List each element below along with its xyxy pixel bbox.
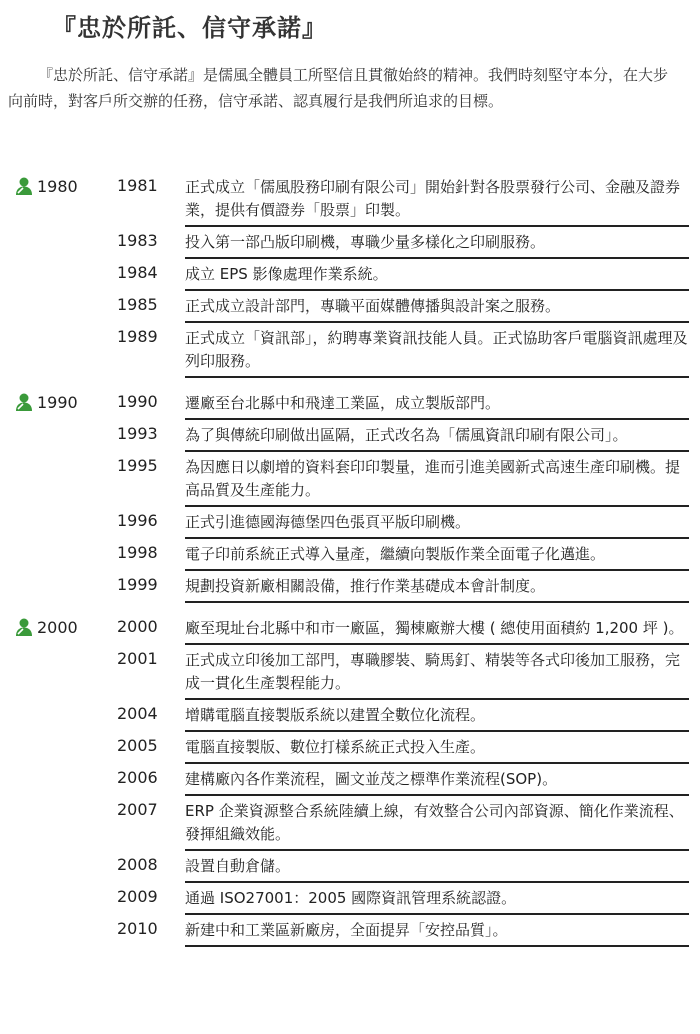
decade-spacer [0,378,700,388]
decade-label: 1990 [37,392,78,412]
timeline-entry [0,507,700,539]
entry-year: 1983 [117,231,158,250]
entry-year: 1985 [117,295,158,314]
entry-year: 2009 [117,887,158,906]
timeline-entry [0,645,700,700]
entry-year: 1981 [117,176,158,195]
timeline-entry [0,915,700,947]
page-title: 『忠於所託、信守承諾』 [52,14,327,42]
entry-description: 廠至現址台北縣中和市一廠區，獨棟廠辦大樓 ( 總使用面積約 1,200 坪 )。 [185,613,689,645]
timeline-entry [0,452,700,507]
timeline [0,172,700,947]
entry-description: 正式引進德國海德堡四色張頁平版印刷機。 [185,507,689,539]
entry-description: ERP 企業資源整合系統陸續上線，有效整合公司內部資源、簡化作業流程、發揮組織效能。 [185,796,689,851]
timeline-entry [0,227,700,259]
entry-year: 1984 [117,263,158,282]
timeline-entry [0,700,700,732]
timeline-entry [0,420,700,452]
intro-paragraph: 『忠於所託、信守承諾』是儒風全體員工所堅信且貫徹始終的精神。我們時刻堅守本分，在大步向前時，對客戶所交辦的任務，信守承諾、認真履行是我們所追求的目標。 [8,66,669,110]
entry-description: 投入第一部凸版印刷機，專職少量多樣化之印刷服務。 [185,227,689,259]
entry-description: 通過 ISO27001：2005 國際資訊管理系統認證。 [185,883,689,915]
entry-year: 2000 [117,617,158,636]
entry-description: 成立 EPS 影像處理作業系統。 [185,259,689,291]
decade-label: 2000 [37,617,78,637]
timeline-entry [0,883,700,915]
timeline-entry [0,291,700,323]
entry-year: 1989 [117,327,158,346]
entry-year: 2001 [117,649,158,668]
entry-description: 正式成立印後加工部門，專職膠裝、騎馬釘、精裝等各式印後加工服務，完成一貫化生產製程能力。 [185,645,689,700]
decade-spacer [0,603,700,613]
entry-year: 2004 [117,704,158,723]
entry-year: 2006 [117,768,158,787]
decade-label: 1980 [37,176,78,196]
entry-year: 1998 [117,543,158,562]
entry-description: 正式成立「資訊部」，約聘專業資訊技能人員。正式協助客戶電腦資訊處理及列印服務。 [185,323,689,378]
entry-description: 設置自動倉儲。 [185,851,689,883]
entry-description: 規劃投資新廠相關設備，推行作業基礎成本會計制度。 [185,571,689,603]
entry-description: 為了與傳統印刷做出區隔，正式改名為「儒風資訊印刷有限公司」。 [185,420,689,452]
entry-year: 1999 [117,575,158,594]
timeline-entry [0,796,700,851]
entry-year: 1996 [117,511,158,530]
timeline-entry [0,172,700,227]
entry-description: 正式成立「儒風股務印刷有限公司」開始針對各股票發行公司、金融及證券業，提供有價證券「股票」印製。 [185,172,689,227]
entry-year: 2008 [117,855,158,874]
entry-year: 2010 [117,919,158,938]
entry-description: 電腦直接製版、數位打樣系統正式投入生產。 [185,732,689,764]
timeline-entry [0,388,700,420]
entry-description: 正式成立設計部門，專職平面媒體傳播與設計案之服務。 [185,291,689,323]
entry-description: 電子印前系統正式導入量產，繼續向製版作業全面電子化邁進。 [185,539,689,571]
entry-year: 1993 [117,424,158,443]
entry-description: 為因應日以劇增的資料套印印製量，進而引進美國新式高速生產印刷機。提高品質及生產能力。 [185,452,689,507]
timeline-entry [0,539,700,571]
entry-description: 遷廠至台北縣中和飛達工業區，成立製版部門。 [185,388,689,420]
timeline-entry [0,323,700,378]
timeline-entry [0,571,700,603]
timeline-entry [0,732,700,764]
timeline-entry [0,851,700,883]
timeline-entry [0,613,700,645]
entry-year: 1990 [117,392,158,411]
entry-description: 新建中和工業區新廠房，全面提昇「安控品質」。 [185,915,689,947]
decade-2000 [0,613,700,947]
entry-year: 2005 [117,736,158,755]
entry-year: 1995 [117,456,158,475]
timeline-entry [0,764,700,796]
entry-year: 2007 [117,800,158,819]
entry-description: 增購電腦直接製版系統以建置全數位化流程。 [185,700,689,732]
entry-description: 建構廠內各作業流程，圖文並茂之標準作業流程(SOP)。 [185,764,689,796]
timeline-entry [0,259,700,291]
decade-1980 [0,172,700,378]
decade-1990 [0,388,700,603]
